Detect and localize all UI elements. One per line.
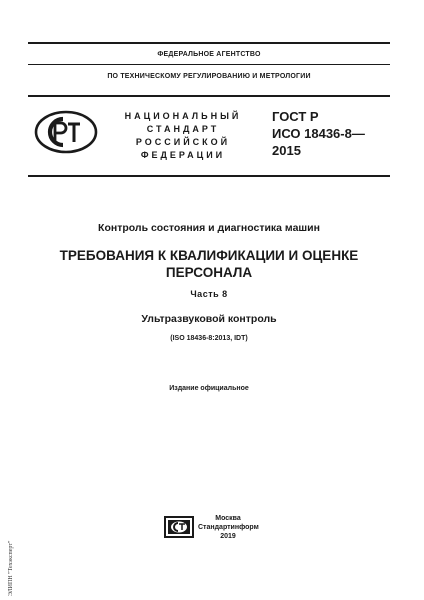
main-title-line-2: ПЕРСОНАЛА — [165, 265, 253, 280]
designation-line: ИСО 18436-8— — [272, 126, 365, 141]
subtitle: Ультразвуковой контроль — [141, 313, 277, 325]
iso-reference: (ISO 18436-8:2013, IDT) — [170, 335, 248, 342]
publisher-line: Стандартинформ — [198, 524, 259, 531]
standartinform-logo-icon — [164, 516, 194, 538]
national-line: СТАНДАРТ — [146, 124, 220, 134]
publisher-line: 2019 — [220, 533, 236, 540]
rst-certification-emblem-icon — [34, 110, 98, 154]
top-rule — [28, 42, 390, 44]
header-rule — [28, 95, 390, 97]
national-line: ФЕДЕРАЦИИ — [140, 150, 226, 160]
publisher-info — [198, 514, 258, 541]
part-number: Часть 8 — [190, 289, 228, 299]
national-standard-label — [116, 110, 250, 162]
main-title-line-1: ТРЕБОВАНИЯ К КВАЛИФИКАЦИИ И ОЦЕНКЕ — [59, 248, 359, 263]
designation-line: ГОСТ Р — [272, 109, 319, 124]
agency-line-2: ПО ТЕХНИЧЕСКОМУ РЕГУЛИРОВАНИЮ И МЕТРОЛОГИИ — [107, 73, 311, 80]
national-line: НАЦИОНАЛЬНЫЙ — [124, 111, 242, 121]
national-line: РОССИЙСКОЙ — [135, 137, 231, 147]
edition-label: Издание официальное — [169, 385, 249, 392]
standard-designation — [272, 108, 392, 159]
designation-line: 2015 — [272, 143, 301, 158]
agency-line-1: ФЕДЕРАЛЬНОЕ АГЕНТСТВО — [157, 51, 261, 58]
block-rule — [28, 175, 390, 177]
publisher-line: Москва — [215, 515, 241, 522]
margin-watermark-note: ЭЛИПН "Техэксперт" — [8, 540, 14, 596]
series-title: Контроль состояния и диагностика машин — [98, 222, 320, 234]
agency-divider — [28, 64, 390, 65]
